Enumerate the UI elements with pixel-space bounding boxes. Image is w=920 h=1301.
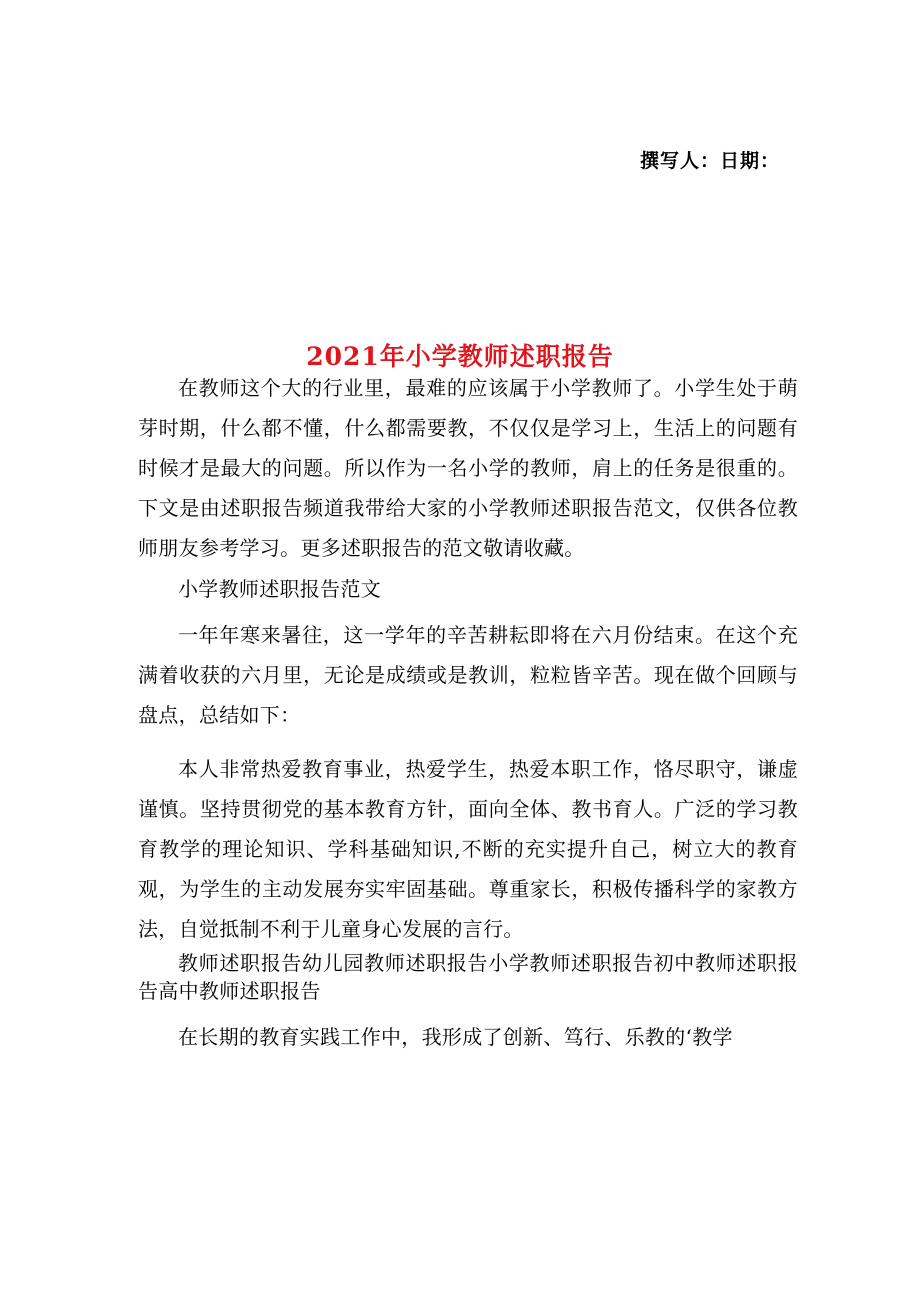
section-heading: 小学教师述职报告范文 — [178, 577, 381, 601]
practice-paragraph: 在长期的教育实践工作中，我形成了创新、笃行、乐教的‘教学 — [178, 1025, 733, 1049]
work-attitude-paragraph: 本人非常热爱教育事业，热爱学生，热爱本职工作，恪尽职守，谦虚谨慎。坚持贯彻党的基本教育方针，面向全体、教书育人。广泛的学习教育教学的理论知识、学科基础知识,不断的充实提升自己，树立大的教育观，为学生的主动发展夯实牢固基础。尊重家长，积极传播科学的家教方法，自觉抵制不利于儿童身心发展的言行。 — [138, 757, 798, 941]
author-date-line: 撰写人：日期： — [639, 150, 780, 172]
related-links-paragraph: 教师述职报告幼儿园教师述职报告小学教师述职报告初中教师述职报告高中教师述职报告 — [138, 951, 798, 1003]
document-body — [138, 368, 798, 1057]
summary-paragraph: 一年年寒来暑往，这一学年的辛苦耕耘即将在六月份结束。在这个充满着收获的六月里，无论是成绩或是教训，粒粒皆辛苦。现在做个回顾与盘点，总结如下： — [138, 623, 798, 727]
document-title: 2021年小学教师述职报告 — [306, 341, 614, 371]
intro-paragraph: 在教师这个大的行业里，最难的应该属于小学教师了。小学生处于萌芽时期，什么都不懂，什么都需要教，不仅仅是学习上，生活上的问题有时候才是最大的问题。所以作为一名小学的教师，肩上的任务是很重的。下文是由述职报告频道我带给大家的小学教师述职报告范文，仅供各位教师朋友参考学习。更多述职报告的范文敬请收藏。 — [138, 376, 798, 560]
